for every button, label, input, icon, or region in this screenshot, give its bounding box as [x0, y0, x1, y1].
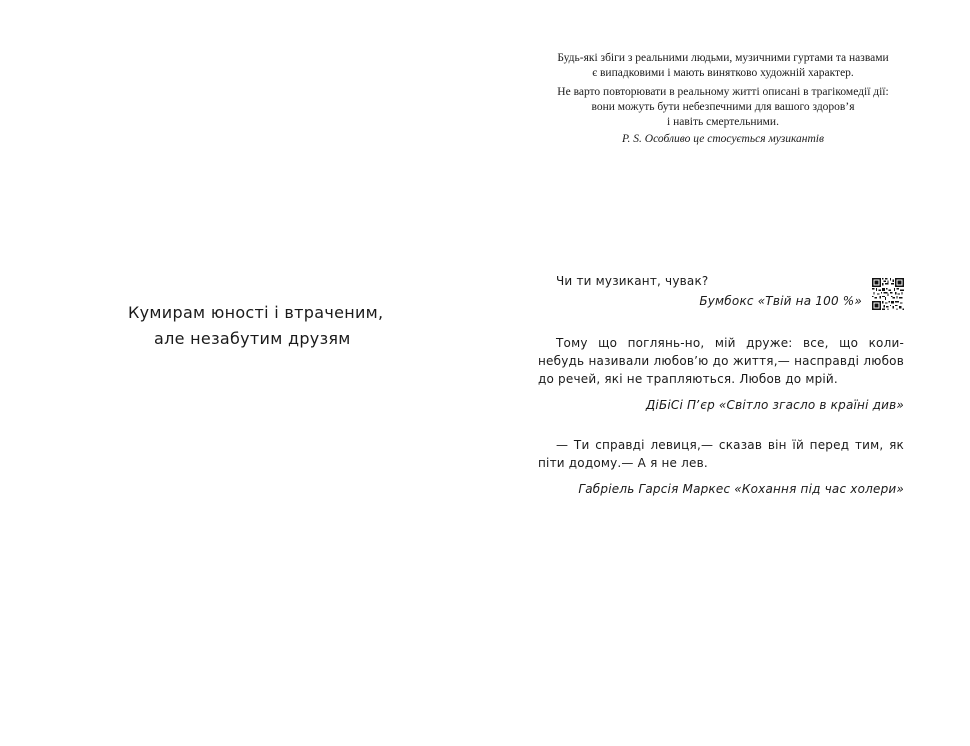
epigraph-1-quote: Чи ти музикант, чувак? [556, 274, 709, 288]
epigraph-3 [538, 436, 904, 498]
epigraph-3-quote: — Ти справді левиця,— сказав він їй перед тим, як піти додому.— А я не лев. [538, 438, 904, 470]
disclaimer-line-5: і навіть смертельними. [667, 116, 779, 128]
disclaimer-line-2: є випадковими і мають винятково художній характер. [592, 67, 854, 79]
disclaimer [538, 51, 908, 151]
epigraph-2 [538, 334, 904, 414]
qr-code-icon [872, 278, 904, 310]
epigraph-2-quote: Тому що поглянь-но, мій друже: все, що коли-небудь називали любов’ю до життя,— насправді любов до речей, які не трапляються. Любов до мрій. [538, 336, 904, 386]
disclaimer-postscript: P. S. Особливо це стосується музикантів [622, 133, 824, 145]
epigraph-1-attribution: Бумбокс «Твій на 100 %» [699, 294, 862, 308]
epigraph-2-attribution: ДіБіСі Пʼєр «Світло згасло в країні див» [645, 398, 904, 412]
dedication-line-2: але незабутим друзям [154, 329, 351, 348]
epigraph-3-attribution: Габріель Гарсія Маркес «Кохання під час холери» [578, 482, 904, 496]
epigraph-1 [538, 272, 904, 310]
disclaimer-line-3: Не варто повторювати в реальному житті описані в трагікомедії дії: [557, 86, 889, 98]
disclaimer-line-4: вони можуть бути небезпечними для вашого здоров’я [591, 101, 855, 113]
disclaimer-line-1: Будь-які збіги з реальними людьми, музичними гуртами та назвами [557, 52, 889, 64]
dedication-line-1: Кумирам юності і втраченим, [128, 303, 384, 322]
dedication [120, 300, 420, 352]
